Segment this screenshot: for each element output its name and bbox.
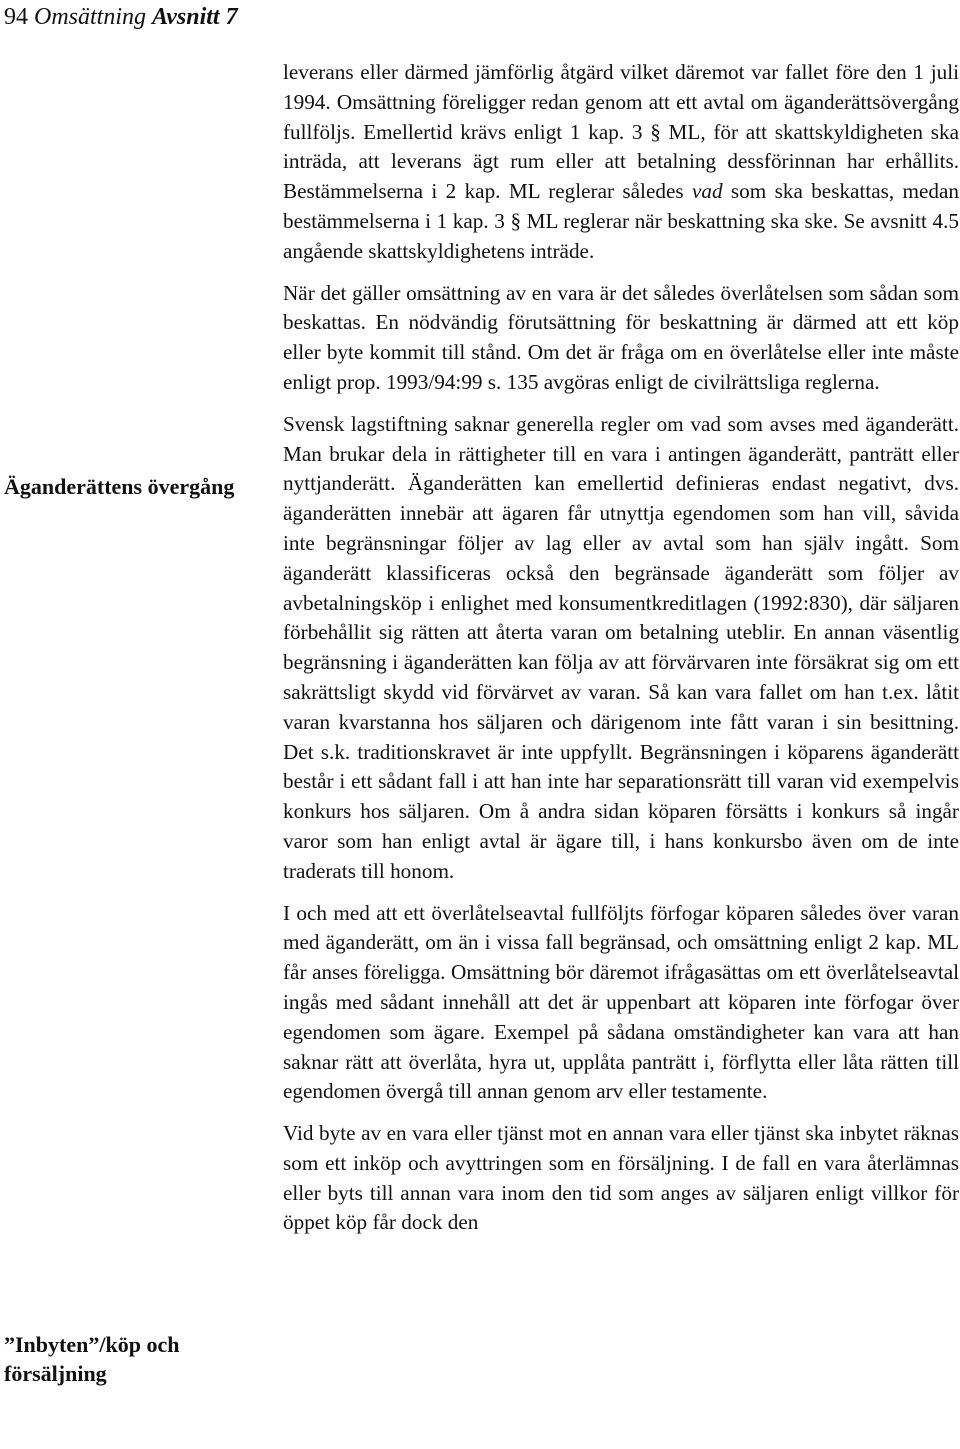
chapter-label: Avsnitt 7 [152, 4, 238, 30]
body-text [283, 58, 959, 1250]
paragraph: Svensk lagstiftning saknar generella regler om vad som avses med äganderätt. Man brukar dela in rättigheter till en vara i antingen äganderätt, panträtt eller nyttjanderätt. Äganderätten kan emellertid definieras endast negativt, dvs. äganderätten innebär att ägaren får utnyttja egendomen som han vill, såvida inte begränsningar följer av lag eller av avtal som han själv ingått. Som äganderätt klassificeras också den begränsade äganderätt som följer av avbetalningsköp i enlighet med konsumentkreditlagen (1992:830), där säljaren förbehållit sig rätten att återta varan om betalning uteblir. En annan väsentlig begränsning i äganderätten kan följa av att förvärvaren inte försäkrat sig om ett sakrättsligt skydd vid förvärvet av varan. Så kan vara fallet om han t.ex. låtit varan kvarstanna hos säljaren och därigenom inte fått varan i sin besittning. Det s.k. traditionskravet är inte uppfyllt. Begränsningen i köparens äganderätt består i ett sådant fall i att han inte har separationsrätt till varan vid exempelvis konkurs hos säljaren. Om å andra sidan köparen försätts i konkurs så ingår varor som han enligt avtal är ägare till, i hans konkursbo även om de inte traderats till honom. [283, 411, 959, 883]
running-header [4, 2, 238, 32]
emphasis-text: vad [691, 179, 723, 204]
paragraph: När det gäller omsättning av en vara är det således överlåtelsen som sådan som beskattas. En nödvändig förutsättning för beskattning är därmed att ett köp eller byte kommit till stånd. Om det är fråga om en överlåtelse eller inte måste enligt prop. 1993/94:99 s. 135 avgöras enligt de civilrättsliga reglerna. [283, 280, 959, 394]
paragraph-text: leverans eller därmed jämförlig åtgärd vilket däremot var fallet före den 1 juli 1994. Omsättning föreligger redan genom att ett avtal om äganderättsövergång fullföljs. Emellertid krävs enligt 1 kap. 3 § ML, för att skattskyldigheten ska inträda, att leverans ägt rum eller att betalning dessförinnan har erhållits. Bestämmelserna i 2 kap. ML reglerar således [283, 60, 959, 204]
paragraph: I och med att ett överlåtelseavtal fullföljts förfogar köparen således över varan med äganderätt, om än i vissa fall begränsad, och omsättning enligt 2 kap. ML får anses föreligga. Omsättning bör däremot ifrågasättas om ett överlåtelseavtal ingås med sådant innehåll att det är uppenbart att köparen inte förfogar över egendomen som ägare. Exempel på sådana omständigheter kan vara att han saknar rätt att överlåta, hyra ut, upplåta panträtt i, förflytta eller låta rätten till egendomen övergå till annan genom arv eller testamente. [283, 900, 959, 1104]
paragraph [283, 58, 959, 267]
side-heading-ownership-transfer: Äganderättens övergång [4, 474, 235, 499]
side-heading-trade-in: ”Inbyten”/köp och försäljning [4, 1332, 180, 1386]
page-number: 94 [4, 4, 28, 30]
section-label: Omsättning [34, 4, 147, 30]
paragraph-text: som ska beskattas, medan bestämmelserna i 1 kap. 3 § ML reglerar när beskattning ska ske. Se avsnitt 4.5 angående skattskyldighetens inträde. [283, 179, 960, 263]
paragraph: Vid byte av en vara eller tjänst mot en annan vara eller tjänst ska inbytet räknas som ett inköp och avyttringen som en försäljning. I de fall en vara återlämnas eller byts till annan vara inom den tid som anges av säljaren enligt villkor för öppet köp får dock den [283, 1121, 959, 1235]
